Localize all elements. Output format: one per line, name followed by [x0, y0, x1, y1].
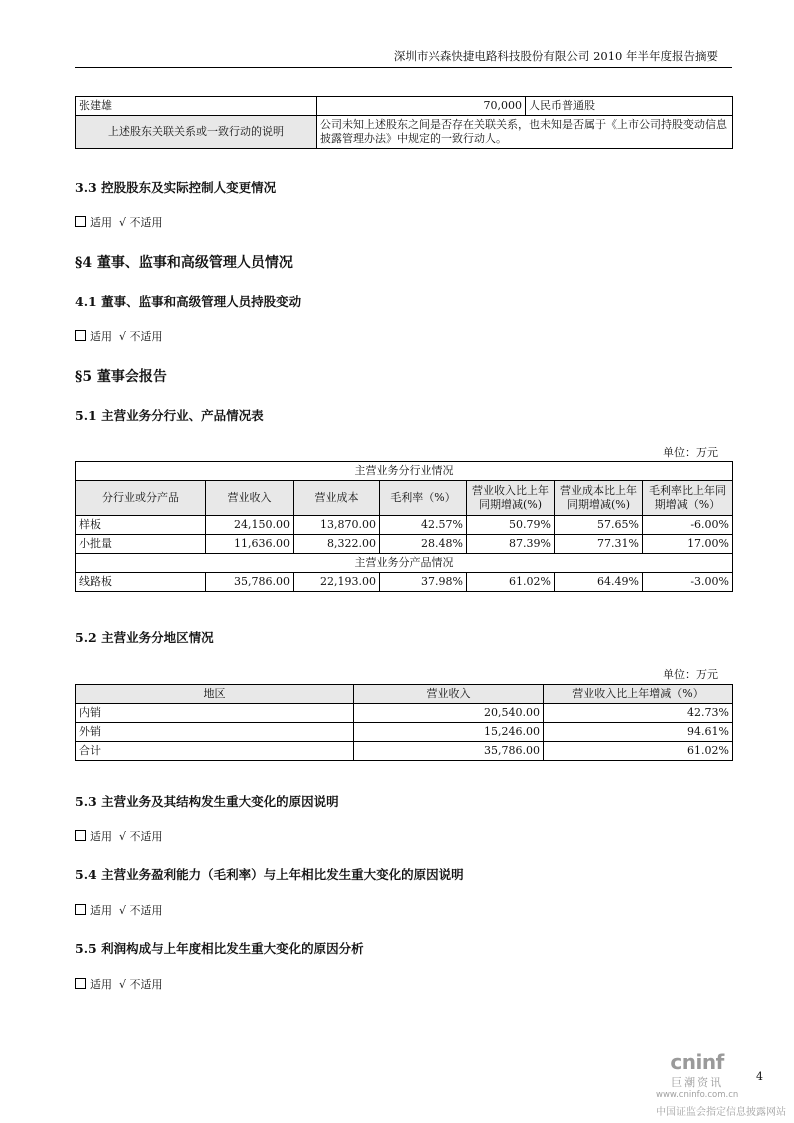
table-row: [76, 516, 733, 535]
checkbox-icon: [75, 830, 86, 841]
section-5-title: §5 董事会报告: [75, 369, 167, 385]
page-header: 深圳市兴森快捷电路科技股份有限公司 2010 年半年度报告摘要: [393, 49, 718, 63]
table-cell: 42.57%: [380, 516, 467, 535]
table-cell: 外销: [76, 723, 354, 742]
check-icon: √: [119, 978, 127, 991]
section-5-1-title: 5.1 主营业务分行业、产品情况表: [75, 408, 264, 423]
table-cell: 28.48%: [380, 535, 467, 554]
relation-text: 公司未知上述股东之间是否存在关联关系，也未知是否属于《上市公司持股变动信息披露管理办法》中规定的一致行动人。: [317, 116, 733, 149]
table-cell: 61.02%: [467, 573, 555, 592]
unit-label: 单位：万元: [663, 668, 718, 681]
column-header: 营业收入: [354, 685, 544, 704]
table-cell: 24,150.00: [206, 516, 294, 535]
table-cell: 77.31%: [555, 535, 643, 554]
table-cell: 35,786.00: [206, 573, 294, 592]
shareholder-shares: 70,000: [317, 97, 526, 116]
check-icon: √: [119, 330, 127, 343]
column-header: 营业成本: [294, 481, 380, 516]
section-5-4-title: 5.4 主营业务盈利能力（毛利率）与上年相比发生重大变化的原因说明: [75, 867, 464, 882]
checkbox-icon: [75, 330, 86, 341]
column-header: 地区: [76, 685, 354, 704]
industry-table: [75, 461, 733, 592]
table-cell: 94.61%: [544, 723, 733, 742]
table-cell: 64.49%: [555, 573, 643, 592]
table-cell: 15,246.00: [354, 723, 544, 742]
option-line-4-1: 适用 √ 不适用: [75, 328, 163, 344]
section-3-3-title: 3.3 控股股东及实际控制人变更情况: [75, 180, 277, 195]
section-5-5-title: 5.5 利润构成与上年度相比发生重大变化的原因分析: [75, 941, 364, 956]
table-cell: 37.98%: [380, 573, 467, 592]
industry-section-title: 主营业务分行业情况: [76, 462, 733, 481]
table-cell: 61.02%: [544, 742, 733, 761]
section-5-3-title: 5.3 主营业务及其结构发生重大变化的原因说明: [75, 794, 339, 809]
shareholder-table: [75, 96, 733, 149]
brand-logo: cninf: [670, 1050, 724, 1074]
table-header-row: [76, 481, 733, 516]
brand-tagline: 中国证监会指定信息披露网站: [656, 1107, 786, 1118]
table-header-row: [76, 685, 733, 704]
region-table: [75, 684, 733, 761]
column-header: 毛利率比上年同期增减（%）: [643, 481, 733, 516]
page-number: 4: [756, 1070, 763, 1083]
share-type: 人民币普通股: [526, 97, 733, 116]
check-icon: √: [119, 830, 127, 843]
option-line-3-3: 适用 √ 不适用: [75, 214, 163, 230]
column-header: 营业成本比上年同期增减(%): [555, 481, 643, 516]
option-line-5-4: 适用 √ 不适用: [75, 902, 163, 918]
header-divider: [75, 67, 732, 68]
table-row: [76, 573, 733, 592]
section-5-2-title: 5.2 主营业务分地区情况: [75, 630, 214, 645]
option-line-5-5: 适用 √ 不适用: [75, 976, 163, 992]
table-cell: 8,322.00: [294, 535, 380, 554]
table-cell: 57.65%: [555, 516, 643, 535]
section-4-1-title: 4.1 董事、监事和高级管理人员持股变动: [75, 294, 302, 309]
table-cell: 20,540.00: [354, 704, 544, 723]
table-cell: 42.73%: [544, 704, 733, 723]
table-cell: -6.00%: [643, 516, 733, 535]
table-row: [76, 704, 733, 723]
checkbox-icon: [75, 216, 86, 227]
table-cell: 11,636.00: [206, 535, 294, 554]
table-row: [76, 742, 733, 761]
table-cell: 合计: [76, 742, 354, 761]
table-row: [76, 535, 733, 554]
column-header: 营业收入比上年同期增减(%): [467, 481, 555, 516]
table-cell: 87.39%: [467, 535, 555, 554]
relation-label: 上述股东关联关系或一致行动的说明: [76, 116, 317, 149]
table-cell: 13,870.00: [294, 516, 380, 535]
table-cell: 线路板: [76, 573, 206, 592]
table-cell: 50.79%: [467, 516, 555, 535]
shareholder-name: 张建雄: [76, 97, 317, 116]
checkbox-icon: [75, 978, 86, 989]
brand-name-cn: 巨潮资讯: [671, 1076, 724, 1089]
table-cell: 22,193.00: [294, 573, 380, 592]
table-row: [76, 116, 733, 149]
unit-label: 单位：万元: [663, 446, 718, 459]
table-row: [76, 462, 733, 481]
check-icon: √: [119, 904, 127, 917]
section-4-title: §4 董事、监事和高级管理人员情况: [75, 255, 293, 271]
table-row: [76, 723, 733, 742]
table-row: [76, 97, 733, 116]
column-header: 营业收入比上年增减（%）: [544, 685, 733, 704]
column-header: 营业收入: [206, 481, 294, 516]
option-line-5-3: 适用 √ 不适用: [75, 828, 163, 844]
table-cell: -3.00%: [643, 573, 733, 592]
check-icon: √: [119, 216, 127, 229]
cninfo-watermark-logo: [656, 1050, 738, 1100]
table-cell: 内销: [76, 704, 354, 723]
table-cell: 小批量: [76, 535, 206, 554]
product-section-title: 主营业务分产品情况: [76, 554, 733, 573]
column-header: 分行业或分产品: [76, 481, 206, 516]
table-cell: 17.00%: [643, 535, 733, 554]
column-header: 毛利率（%）: [380, 481, 467, 516]
table-cell: 样板: [76, 516, 206, 535]
table-row: [76, 554, 733, 573]
table-cell: 35,786.00: [354, 742, 544, 761]
brand-url: www.cninfo.com.cn: [656, 1090, 739, 1100]
checkbox-icon: [75, 904, 86, 915]
